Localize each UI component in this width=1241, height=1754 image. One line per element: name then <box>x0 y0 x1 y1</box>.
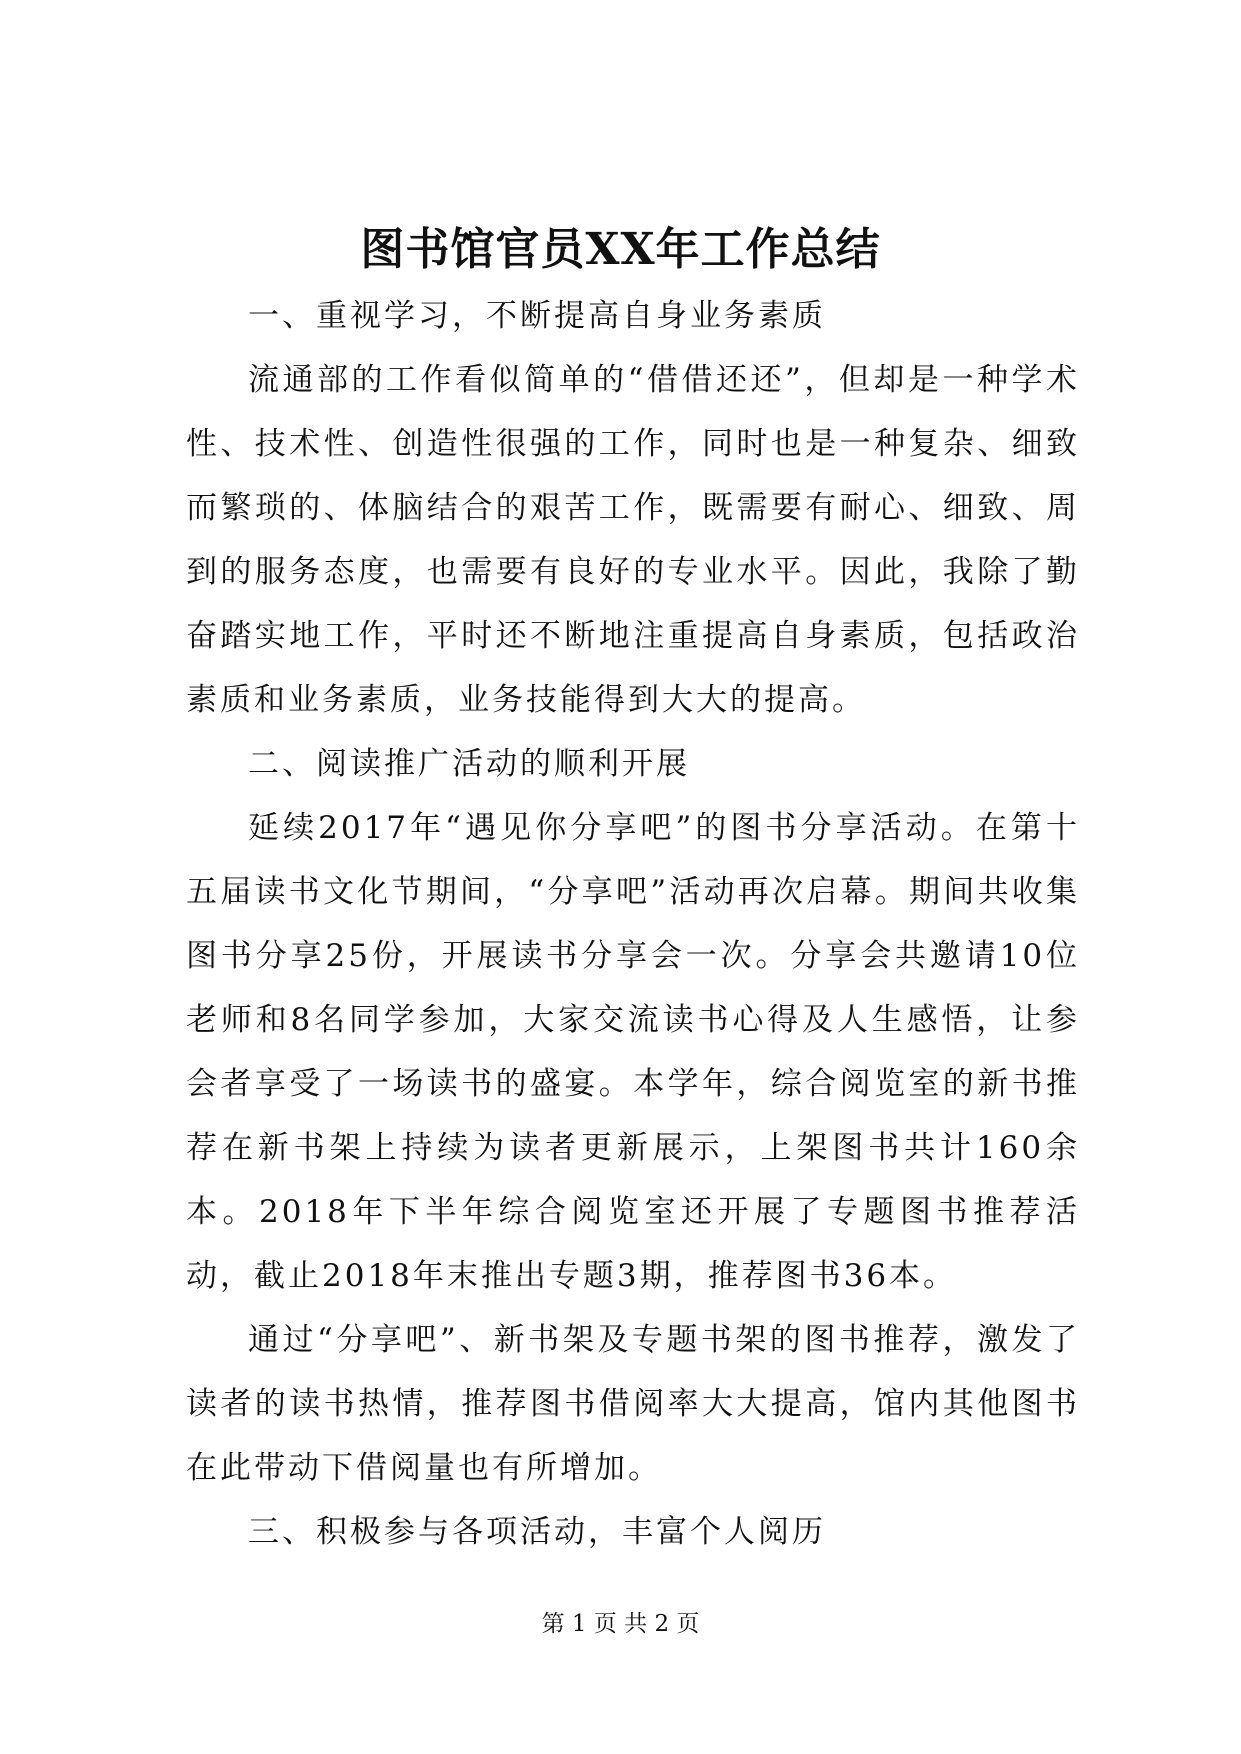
section-heading-2: 二、阅读推广活动的顺利开展 <box>248 746 690 782</box>
document-title: 图书馆官员XX年工作总结 <box>360 224 881 275</box>
paragraph-1: 流通部的工作看似简单的“借借还还”，但却是一种学术性、技术性、创造性很强的工作，同时也是一种复杂、细致而繁琐的、体脑结合的艰苦工作，既需要有耐心、细致、周到的服务态度，也需要有良好的专业水平。因此，我除了勤奋踏实地工作，平时还不断地注重提高自身素质，包括政治素质和业务素质，业务技能得到大大的提高。 <box>186 362 1080 718</box>
paragraph-3: 通过“分享吧”、新书架及专题书架的图书推荐，激发了读者的读书热情，推荐图书借阅率大大提高，馆内其他图书在此带动下借阅量也有所增加。 <box>186 1322 1080 1486</box>
section-heading-3: 三、积极参与各项活动，丰富个人阅历 <box>248 1514 826 1550</box>
document-body <box>186 284 1080 1564</box>
page-footer: 第 1 页 共 2 页 <box>541 1611 700 1637</box>
section-heading-1: 一、重视学习，不断提高自身业务素质 <box>248 298 826 334</box>
paragraph-2: 延续2017年“遇见你分享吧”的图书分享活动。在第十五届读书文化节期间，“分享吧”活动再次启幕。期间共收集图书分享25份，开展读书分享会一次。分享会共邀请10位老师和8名同学参加，大家交流读书心得及人生感悟，让参会者享受了一场读书的盛宴。本学年，综合阅览室的新书推荐在新书架上持续为读者更新展示，上架图书共计160余本。2018年下半年综合阅览室还开展了专题图书推荐活动，截止2018年末推出专题3期，推荐图书36本。 <box>186 810 1080 1294</box>
